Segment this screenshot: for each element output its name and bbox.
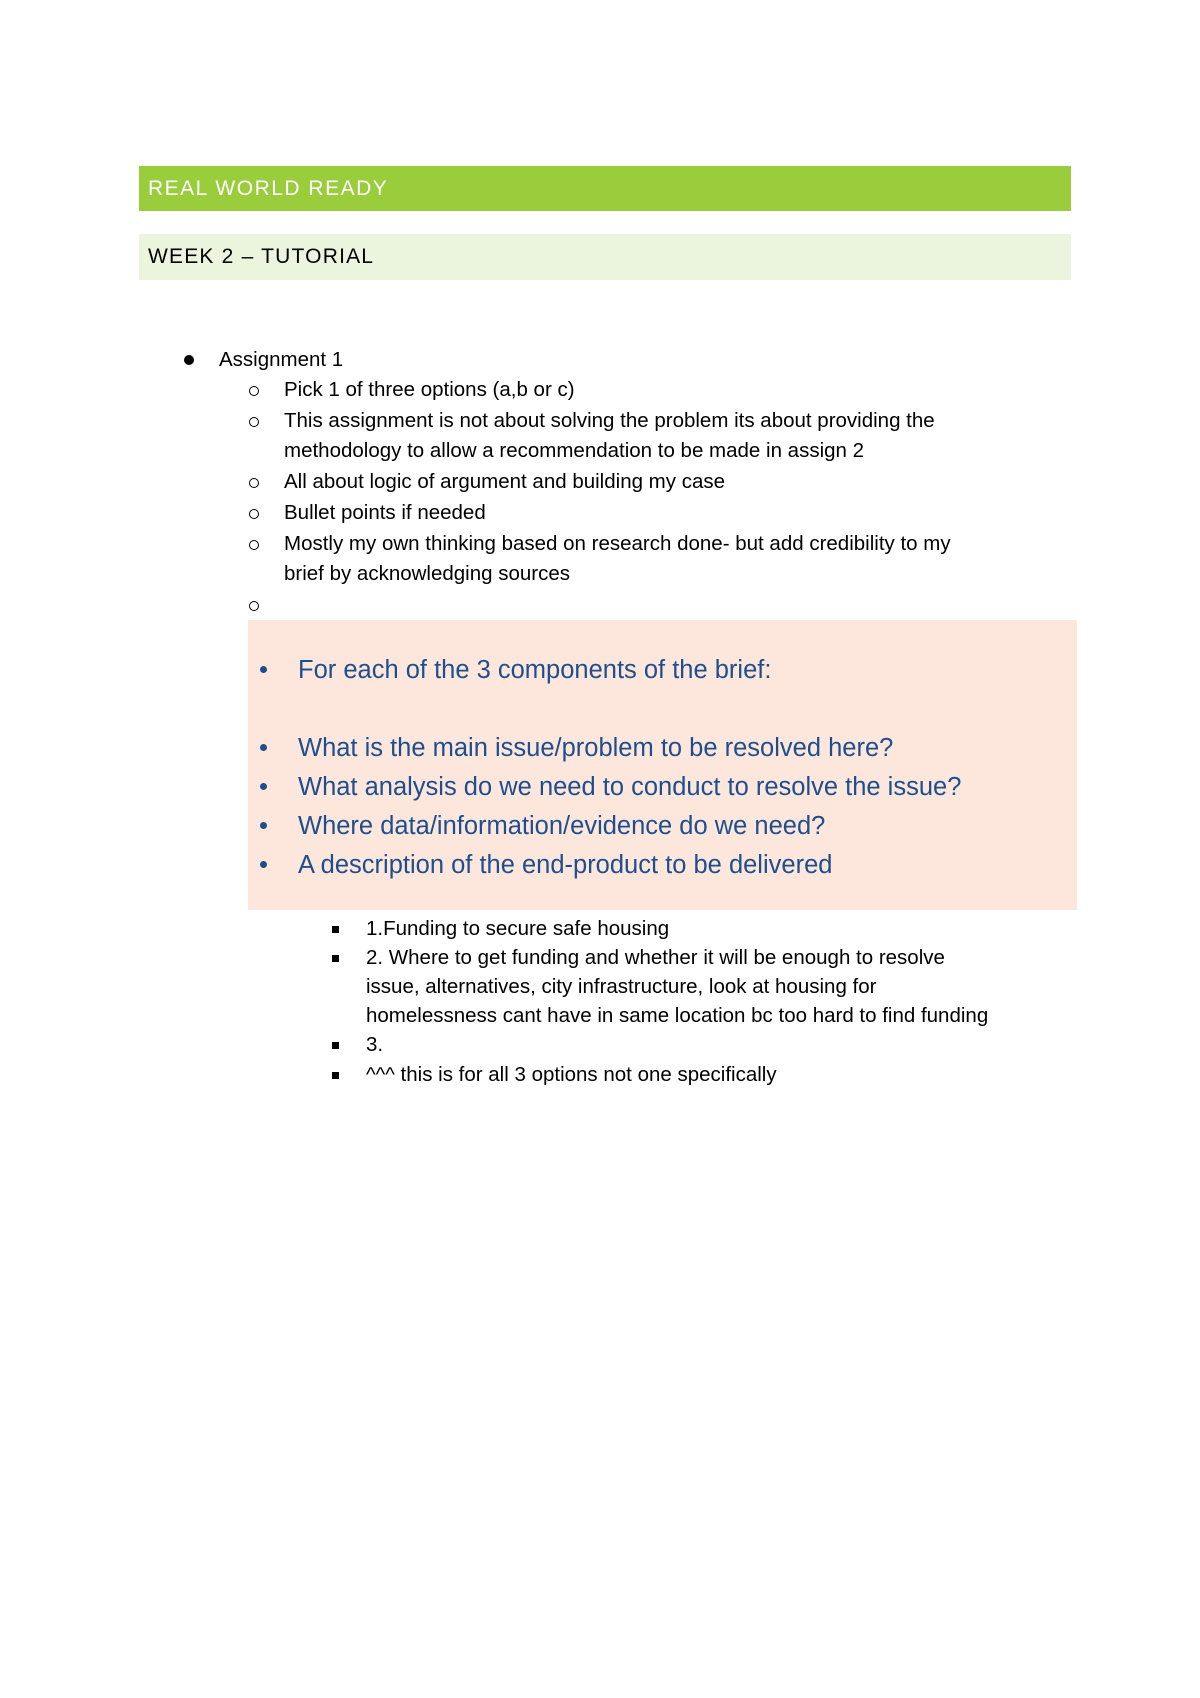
list-item-level2: This assignment is not about solving the problem its about providing the xyxy=(284,409,935,432)
list-item-level2: Bullet points if needed xyxy=(284,501,486,524)
list-item-level2-continued: brief by acknowledging sources xyxy=(284,562,571,585)
bullet-square-icon xyxy=(332,1042,339,1049)
list-item-level3: 2. Where to get funding and whether it will be enough to resolve xyxy=(366,946,945,969)
list-item-level2: All about logic of argument and building my case xyxy=(284,470,726,493)
pasted-slide-image xyxy=(248,620,1077,910)
bullet-circle-icon xyxy=(249,540,259,550)
bullet-circle-icon xyxy=(249,417,259,427)
slide-bullet-item xyxy=(248,731,1077,767)
list-item-level3-continued: homelessness cant have in same location bc too hard to find funding xyxy=(366,1004,989,1027)
slide-bullet-text: What is the main issue/problem to be resolved here? xyxy=(298,734,894,762)
slide-bullet-item xyxy=(248,848,1077,884)
list-item-level3-continued: issue, alternatives, city infrastructure, look at housing for xyxy=(366,975,877,998)
list-item-level3: ^^^ this is for all 3 options not one specifically xyxy=(366,1063,777,1086)
list-item-level2: Pick 1 of three options (a,b or c) xyxy=(284,378,575,401)
list-item-level3: 3. xyxy=(366,1033,384,1056)
bullet-square-icon xyxy=(332,926,339,933)
slide-bullet-dot-icon xyxy=(260,861,267,868)
slide-bullet-dot-icon xyxy=(260,822,267,829)
list-item-level1: Assignment 1 xyxy=(219,348,344,371)
bullet-circle-icon xyxy=(249,386,259,396)
slide-bullet-text: A description of the end-product to be delivered xyxy=(298,851,833,879)
slide-bullet-text: For each of the 3 components of the brief: xyxy=(298,656,772,684)
slide-bullet-item xyxy=(248,770,1077,806)
slide-bullet-dot-icon xyxy=(260,744,267,751)
subtitle-banner xyxy=(139,234,1071,280)
slide-bullet-text: Where data/information/evidence do we need? xyxy=(298,812,826,840)
slide-bullet-dot-icon xyxy=(260,666,267,673)
list-item-level3: 1.Funding to secure safe housing xyxy=(366,917,670,940)
slide-bullet-item xyxy=(248,653,1077,689)
bullet-circle-icon xyxy=(249,478,259,488)
document-title: REAL WORLD READY xyxy=(148,176,389,200)
bullet-square-icon xyxy=(332,955,339,962)
title-banner xyxy=(139,166,1071,211)
list-item-level2-continued: methodology to allow a recommendation to be made in assign 2 xyxy=(284,439,865,462)
bullet-circle-icon xyxy=(249,509,259,519)
slide-bullet-item xyxy=(248,809,1077,845)
bullet-dot-icon xyxy=(184,355,194,365)
list-item-level2: Mostly my own thinking based on research done- but add credibility to my xyxy=(284,532,951,555)
bullet-square-icon xyxy=(332,1072,339,1079)
document-subtitle: WEEK 2 – TUTORIAL xyxy=(148,245,375,268)
slide-bullet-dot-icon xyxy=(260,783,267,790)
slide-bullet-text: What analysis do we need to conduct to resolve the issue? xyxy=(298,773,962,801)
bullet-circle-icon xyxy=(249,601,259,611)
